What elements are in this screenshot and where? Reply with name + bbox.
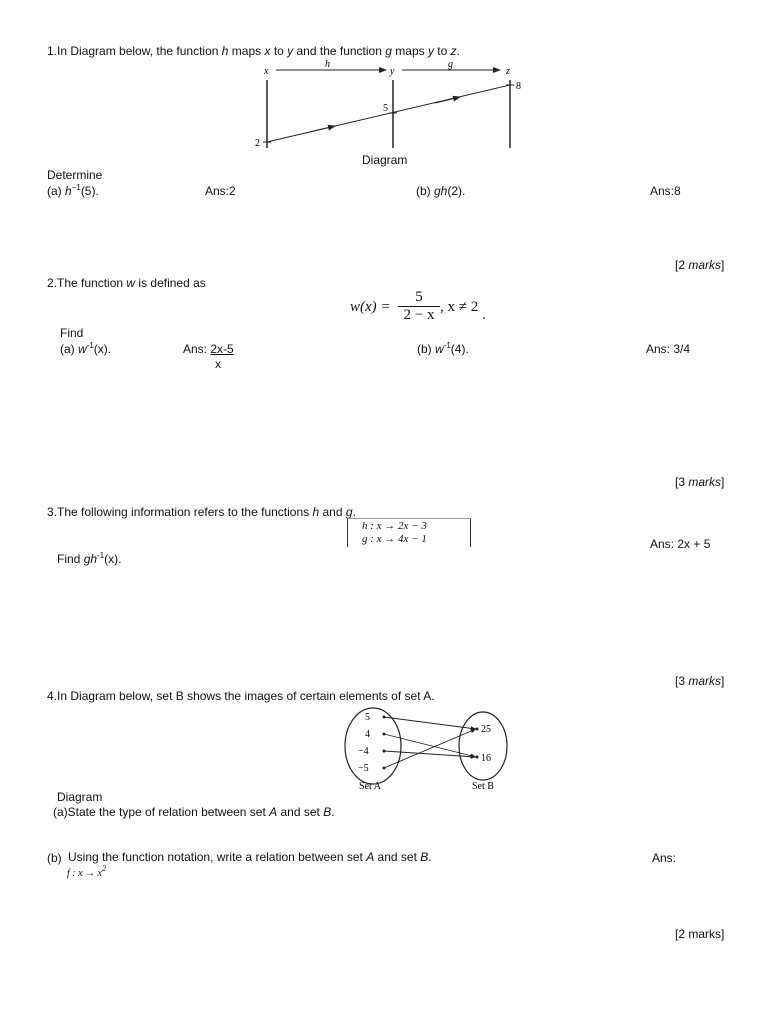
- q4-set-a-element-2: 4: [365, 729, 370, 740]
- q1-text: 1.In Diagram below, the function h maps x to y and the function g maps y to z.: [47, 44, 460, 58]
- q4-part-a: (a)State the type of relation between set A and set B.: [53, 805, 335, 819]
- q2-part-b-answer: Ans: 3/4: [646, 342, 691, 356]
- q4-part-b: Using the function notation, write a relation between set A and set B.: [68, 850, 432, 864]
- q4-marks: [2 marks]: [675, 927, 725, 941]
- q1-col-x: x: [264, 66, 269, 77]
- q4-set-b-label: Set B: [472, 781, 494, 792]
- q4-text: 4.In Diagram below, set B shows the images of certain elements of set A.: [47, 689, 435, 703]
- q4-part-b-answer-formula: f : $x \to x^2$: [67, 864, 106, 879]
- q2-find: Find: [60, 326, 84, 340]
- q1-col-z: z: [506, 66, 510, 77]
- q4-set-b-ellipse: [459, 712, 507, 780]
- q2-text: 2.The function w is defined as: [47, 276, 206, 290]
- q1-val-8: 8: [516, 81, 521, 92]
- q1-val-2: 2: [255, 138, 260, 149]
- q4-set-b-element-2: 16: [481, 753, 491, 764]
- q1-val-5: 5: [383, 103, 388, 114]
- q1-part-a-answer: Ans:2: [205, 184, 236, 198]
- q1-mapping-diagram: [250, 58, 550, 158]
- q3-find: Find $gh^{-1}(x)$.: [57, 551, 122, 566]
- q4-arrow-diagram: [338, 703, 518, 795]
- q2-part-a-answer-denominator: x: [215, 357, 221, 371]
- q1-arrow-g-label: g: [448, 59, 453, 70]
- q4-set-a-element-1: 5: [365, 712, 370, 723]
- q1-arrow-h-label: h: [325, 59, 330, 70]
- q4-set-a-label: Set A: [359, 781, 381, 792]
- q1-caption: Diagram: [362, 153, 408, 167]
- q3-box-line-2: g : x → 4x − 1: [362, 533, 427, 545]
- q3-marks: [3 marks]: [675, 674, 725, 688]
- q4-set-a-element-3: −4: [358, 746, 369, 757]
- q1-marks: [2 marks]: [675, 258, 725, 272]
- q1-part-b-answer: Ans:8: [650, 184, 681, 198]
- q2-formula-numerator: 5: [415, 289, 423, 305]
- q2-part-a: (a) $w^{-1}(x)$.: [60, 341, 112, 356]
- q2-marks: [3 marks]: [675, 475, 725, 489]
- q3-text: 3.The following information refers to the functions h and g.: [47, 505, 356, 519]
- q1-col-y: y: [390, 66, 395, 77]
- q4-set-a-element-4: −5: [358, 763, 369, 774]
- q4-set-b-element-1: 25: [481, 724, 491, 735]
- q2-part-a-answer: Ans: 2x-5: [183, 342, 234, 356]
- q4-part-b-label: (b): [47, 851, 62, 865]
- q2-part-b: (b) $w^{-1}(4)$.: [417, 341, 469, 356]
- q3-box-line-1: h : x → 2x − 3: [362, 520, 427, 532]
- q2-formula-denominator: 2 − x: [403, 307, 435, 323]
- q3-function-box: [347, 518, 471, 547]
- q1-part-a: (a) $h^{-1}(5)$.: [47, 183, 99, 198]
- q3-answer: Ans: 2x + 5: [650, 537, 711, 551]
- q1-mapping-line: [267, 85, 510, 142]
- q4-set-a-ellipse: [345, 708, 401, 784]
- q4-caption: Diagram: [57, 790, 103, 804]
- q1-determine: Determine: [47, 168, 103, 182]
- q4-part-b-answer-label: Ans:: [652, 851, 677, 865]
- q1-part-b: (b) gh(2).: [416, 184, 466, 198]
